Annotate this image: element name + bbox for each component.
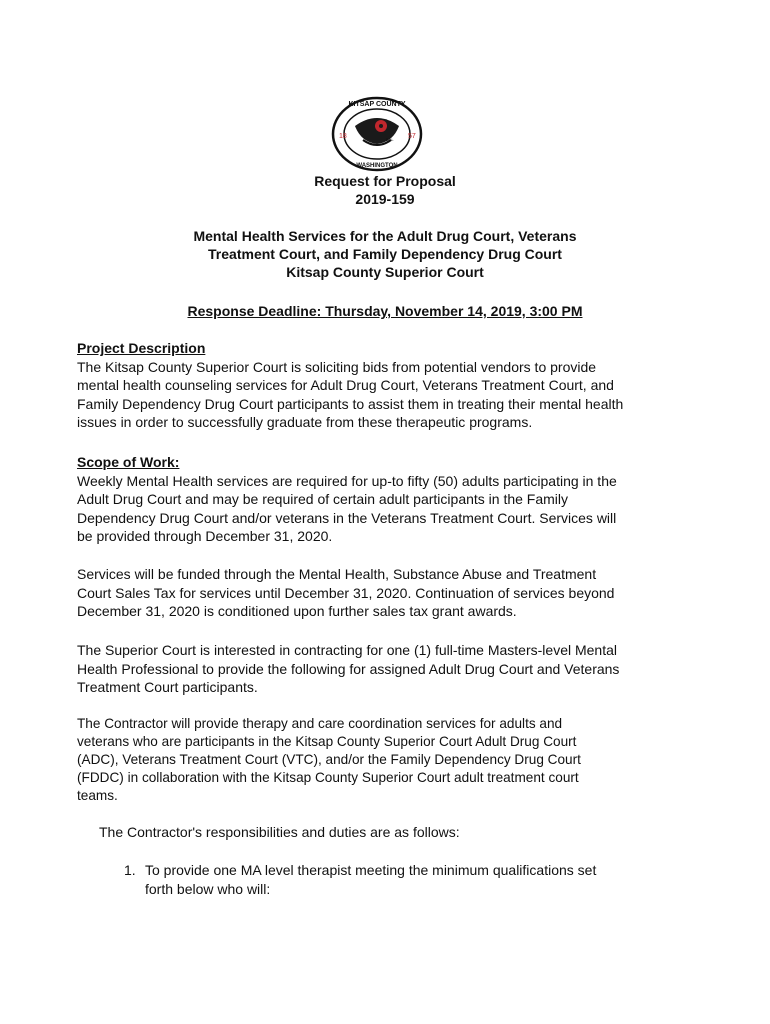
paragraph-line: Dependency Drug Court and/or veterans in the Veterans Treatment Court. Services will bbox=[77, 509, 617, 526]
seal-year-right: 57 bbox=[408, 133, 416, 140]
contracting-interest-paragraph bbox=[77, 641, 677, 697]
seal-center-text: BAL bbox=[386, 137, 394, 142]
scope-of-work-section bbox=[77, 453, 677, 546]
responsibilities-list bbox=[124, 861, 664, 899]
subtitle-line-1: Mental Health Services for the Adult Drug Court, Veterans bbox=[193, 228, 577, 244]
scope-of-work-heading: Scope of Work: bbox=[77, 454, 180, 470]
list-item-line: forth below who will: bbox=[145, 881, 271, 897]
paragraph-line: The Contractor will provide therapy and care coordination services for adults and bbox=[77, 716, 563, 731]
paragraph-line: The Superior Court is interested in contracting for one (1) full-time Masters-level Mental bbox=[77, 642, 617, 658]
paragraph-line: be provided through December 31, 2020. bbox=[77, 528, 333, 544]
paragraph-line: The Kitsap County Superior Court is soliciting bids from potential vendors to provide bbox=[77, 358, 597, 375]
paragraph-line: December 31, 2020 is conditioned upon further sales tax grant awards. bbox=[77, 603, 517, 619]
deadline-text: Response Deadline: Thursday, November 14, 2019, 3:00 PM bbox=[187, 303, 583, 319]
paragraph-line: (ADC), Veterans Treatment Court (VTC), and/or the Family Dependency Drug Court bbox=[77, 752, 581, 767]
subtitle-line-2: Treatment Court, and Family Dependency Drug Court bbox=[208, 246, 562, 262]
subtitle-line-3: Kitsap County Superior Court bbox=[286, 264, 484, 280]
response-deadline bbox=[0, 302, 770, 320]
list-item bbox=[124, 861, 664, 899]
project-description-section bbox=[77, 339, 677, 432]
kitsap-county-seal bbox=[331, 96, 423, 172]
list-item-line: To provide one MA level therapist meeting the minimum qualifications set bbox=[145, 862, 597, 878]
title-line-1: Request for Proposal bbox=[314, 173, 456, 189]
paragraph-line: Adult Drug Court and may be required of certain adult participants in the Family bbox=[77, 491, 569, 507]
paragraph-line: Weekly Mental Health services are required for up-to fifty (50) adults participating in the bbox=[77, 472, 617, 489]
responsibilities-intro: The Contractor's responsibilities and duties are as follows: bbox=[99, 824, 460, 840]
paragraph-line: Services will be funded through the Mental Health, Substance Abuse and Treatment bbox=[77, 566, 597, 582]
seal-bottom-text: WASHINGTON bbox=[356, 163, 398, 169]
list-item-number: 1. bbox=[124, 862, 136, 878]
rfp-number: 2019-159 bbox=[355, 191, 415, 207]
paragraph-line: Court Sales Tax for services until December 31, 2020. Continuation of services beyond bbox=[77, 584, 615, 601]
document-subtitle bbox=[0, 227, 770, 281]
paragraph-line: veterans who are participants in the Kitsap County Superior Court Adult Drug Court bbox=[77, 734, 577, 749]
funding-paragraph bbox=[77, 565, 677, 621]
contractor-services-paragraph bbox=[77, 715, 677, 805]
paragraph-line: mental health counseling services for Adult Drug Court, Veterans Treatment Court, and bbox=[77, 377, 614, 393]
seal-top-text: KITSAP COUNTY bbox=[348, 101, 406, 108]
paragraph-line: (FDDC) in collaboration with the Kitsap County Superior Court adult treatment court bbox=[77, 770, 579, 785]
paragraph-line: teams. bbox=[77, 788, 118, 803]
paragraph-line: Family Dependency Drug Court participants to assist them in treating their mental health bbox=[77, 395, 624, 412]
project-description-heading: Project Description bbox=[77, 340, 206, 356]
paragraph-line: issues in order to successfully graduate from these therapeutic programs. bbox=[77, 414, 533, 430]
paragraph-line: Health Professional to provide the following for assigned Adult Drug Court and Veterans bbox=[77, 660, 620, 677]
seal-year-left: 18 bbox=[339, 133, 347, 140]
paragraph-line: Treatment Court participants. bbox=[77, 679, 258, 695]
document-title bbox=[0, 172, 770, 208]
